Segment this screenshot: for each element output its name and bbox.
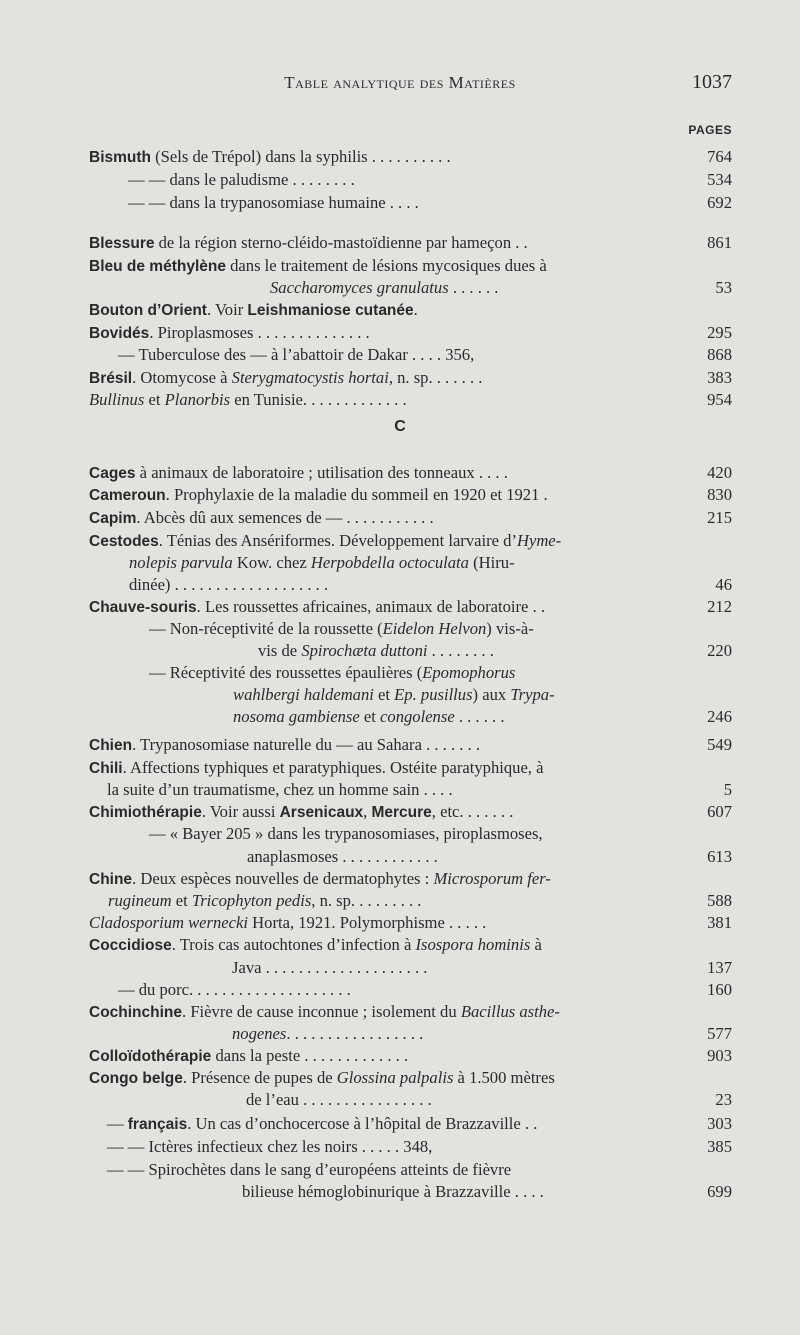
index-page-ref: 861 (707, 233, 732, 252)
index-line-text (107, 1136, 432, 1158)
index-page-ref: 577 (707, 1024, 732, 1043)
index-italic-term: Spirochæta duttoni (301, 641, 428, 660)
index-text: bilieuse hémoglobinurique à Brazzaville . . . . (242, 1182, 544, 1201)
index-line (0, 640, 800, 662)
index-text: . Prophylaxie de la maladie du sommeil en 1920 et 1921 . (165, 485, 548, 504)
index-keyword: Cages (89, 465, 136, 482)
index-line-text (118, 979, 351, 1001)
index-text: et (171, 891, 192, 910)
index-italic-term: Saccharomyces granulatus (270, 278, 449, 297)
index-page-ref: 868 (707, 345, 732, 364)
index-line-text (89, 1045, 408, 1068)
index-text: de l’eau . . . . . . . . . . . . . . . . (246, 1090, 432, 1109)
index-line (0, 192, 800, 214)
index-line (0, 367, 800, 389)
index-line-text (118, 344, 474, 366)
index-line (0, 596, 800, 618)
index-line-text (89, 530, 561, 553)
index-line (0, 277, 800, 299)
index-line-text (89, 868, 551, 891)
index-line (0, 169, 800, 191)
index-italic-term: congolense (380, 707, 455, 726)
index-italic-term: Bullinus (89, 390, 145, 409)
running-header (0, 73, 800, 101)
section-letter: C (394, 418, 406, 435)
index-page-ref: 381 (707, 913, 732, 932)
index-page-ref: 23 (715, 1090, 732, 1109)
index-line (0, 979, 800, 1001)
index-line-text (89, 389, 407, 411)
index-italic-term: wahlbergi haldemani (233, 685, 374, 704)
index-line (0, 779, 800, 801)
index-text: dans le traitement de lésions mycosiques dues à (225, 256, 547, 275)
index-text: . Les roussettes africaines, animaux de laboratoire . . (196, 597, 546, 616)
index-page-ref: 903 (707, 1046, 732, 1065)
index-text: — Non-réceptivité de la roussette ( (149, 619, 383, 638)
index-italic-term: rugineum (108, 891, 172, 910)
index-text: . Abcès dû aux semences de — . . . . . . . . . . . (136, 508, 434, 527)
index-page-ref: 420 (707, 463, 732, 482)
index-text: et (359, 707, 381, 726)
index-text: et (373, 685, 395, 704)
index-italic-term: Epomophorus (422, 663, 516, 682)
index-keyword: Chili (89, 760, 123, 777)
index-line (0, 662, 800, 684)
index-text: dinée) . . . . . . . . . . . . . . . . . . . (129, 575, 329, 594)
index-text: . . . . . . . . . . . . . . . . . (286, 1024, 424, 1043)
index-italic-term: Trypa- (510, 685, 555, 704)
index-line-text (107, 1113, 537, 1136)
index-text: de la région sterno-cléido-mastoïdienne par hameçon . . (154, 233, 528, 252)
index-keyword: Bovidés (89, 325, 150, 342)
index-keyword: Bleu de méthylène (89, 258, 226, 275)
index-text: , n. sp. . . . . . . (388, 368, 483, 387)
index-text: — (107, 1114, 128, 1133)
page-number: 1037 (692, 71, 732, 93)
index-italic-term: Herpobdella octoculata (310, 553, 469, 572)
index-line-text (233, 706, 504, 728)
index-line (0, 389, 800, 411)
index-page-ref: 385 (707, 1137, 732, 1156)
index-text: . . . . . . (448, 278, 499, 297)
index-line (0, 344, 800, 366)
index-line (0, 1181, 800, 1203)
index-line (0, 684, 800, 706)
index-keyword: Cestodes (89, 533, 159, 550)
index-text: ) vis-à- (486, 619, 534, 638)
index-text: , etc. . . . . . . (431, 802, 514, 821)
index-line (0, 1023, 800, 1045)
index-text: . Affections typhiques et paratyphiques. Ostéite paratyphique, à (122, 758, 544, 777)
index-page-ref: 246 (707, 707, 732, 726)
index-line (0, 1136, 800, 1158)
index-page-ref: 383 (707, 368, 732, 387)
index-page-ref: 5 (723, 780, 732, 799)
index-text: — du porc. . . . . . . . . . . . . . . . . . . . (118, 980, 351, 999)
index-line (0, 801, 800, 823)
index-text: . Présence de pupes de (182, 1068, 337, 1087)
index-line (0, 706, 800, 728)
index-text: et (144, 390, 165, 409)
index-italic-term: Ep. pusillus (394, 685, 473, 704)
index-line-text (128, 192, 419, 214)
index-page-ref: 607 (707, 802, 732, 821)
index-line-text (107, 779, 453, 801)
index-page-ref: 692 (707, 193, 732, 212)
index-text: (Hiru- (468, 553, 515, 572)
index-text: Horta, 1921. Polymorphisme . . . . . (248, 913, 487, 932)
index-page-ref: 303 (707, 1114, 732, 1133)
index-text: — — Spirochètes dans le sang d’européens atteints de fièvre (107, 1160, 512, 1179)
index-text: . . . . . . . . (427, 641, 494, 660)
index-page-ref: 588 (707, 891, 732, 910)
index-line-text (89, 801, 513, 824)
index-line-text (89, 255, 547, 278)
index-italic-term: nolepis parvula (129, 553, 233, 572)
index-line-text (89, 484, 548, 507)
index-keyword: français (127, 1116, 188, 1133)
index-page-ref: 549 (707, 735, 732, 754)
index-line (0, 868, 800, 890)
index-line (0, 484, 800, 506)
index-keyword: Capim (89, 510, 137, 527)
index-italic-term: Eidelon Helvon (382, 619, 487, 638)
index-keyword: Mercure (371, 804, 432, 821)
index-line (0, 957, 800, 979)
index-line (0, 846, 800, 868)
index-text: anaplasmoses . . . . . . . . . . . . (247, 847, 438, 866)
index-text: . Ténias des Ansériformes. Développement larvaire d’ (158, 531, 517, 550)
index-line (0, 890, 800, 912)
index-text: — — dans la trypanosomiase humaine . . . . (128, 193, 419, 212)
index-page-ref: 53 (715, 278, 732, 297)
index-italic-term: Sterygmatocystis hortai (231, 368, 389, 387)
index-text: — — Ictères infectieux chez les noirs . . . . . 348, (107, 1137, 433, 1156)
index-line (0, 734, 800, 756)
index-line-text (129, 552, 515, 574)
index-page-ref: 212 (707, 597, 732, 616)
running-title: Table analytique des Matières (284, 73, 516, 92)
index-text: . Voir aussi (201, 802, 280, 821)
index-keyword: Chimiothérapie (89, 804, 202, 821)
index-text: — Réceptivité des roussettes épaulières ( (149, 663, 423, 682)
index-page-ref: 699 (707, 1182, 732, 1201)
index-line (0, 1159, 800, 1181)
index-text: . Fièvre de cause inconnue ; isolement du (182, 1002, 461, 1021)
index-line-text (89, 367, 482, 390)
index-line-text (149, 823, 543, 845)
index-line-text (233, 684, 555, 706)
index-line-text (89, 757, 543, 780)
index-text: ) aux (472, 685, 511, 704)
index-keyword: Congo belge (89, 1070, 183, 1087)
index-text: en Tunisie. . . . . . . . . . . . . (230, 390, 407, 409)
index-italic-term: Microsporum fer- (433, 869, 551, 888)
index-text: . Piroplasmoses . . . . . . . . . . . . . . (149, 323, 370, 342)
index-text: vis de (258, 641, 302, 660)
index-text: . Deux espèces nouvelles de dermatophytes : (132, 869, 434, 888)
index-line (0, 1045, 800, 1067)
index-italic-term: Isospora hominis (415, 935, 531, 954)
index-text: dans la peste . . . . . . . . . . . . . (211, 1046, 409, 1065)
index-line-text (232, 1023, 423, 1045)
index-line-text (89, 232, 528, 255)
index-page-ref: 954 (707, 390, 732, 409)
index-text: . . . . . . (454, 707, 505, 726)
index-text: . Trois cas autochtones d’infection à (171, 935, 416, 954)
index-line-text (89, 146, 451, 169)
index-text: à 1.500 mètres (453, 1068, 555, 1087)
index-line-text (232, 957, 427, 979)
index-keyword: Cochinchine (89, 1004, 183, 1021)
index-line-text (89, 462, 508, 485)
index-line (0, 1089, 800, 1111)
index-keyword: Chauve-souris (89, 599, 197, 616)
index-keyword: Colloïdothérapie (89, 1048, 212, 1065)
index-page-ref: 613 (707, 847, 732, 866)
index-text: . Voir (206, 300, 248, 319)
index-line-text (149, 662, 515, 684)
index-page-ref: 215 (707, 508, 732, 527)
index-keyword: Leishmaniose cutanée (247, 302, 414, 319)
index-line-text (108, 890, 421, 912)
index-line-text (247, 846, 438, 868)
index-line-text (89, 299, 418, 322)
index-line (0, 574, 800, 596)
index-line-text (89, 507, 434, 530)
index-keyword: Blessure (89, 235, 155, 252)
index-line (0, 912, 800, 934)
index-page-ref: 160 (707, 980, 732, 999)
index-keyword: Coccidiose (89, 937, 172, 954)
index-line (0, 462, 800, 484)
index-text: à (530, 935, 542, 954)
index-page-ref: 764 (707, 147, 732, 166)
index-text: — « Bayer 205 » dans les trypanosomiases, piroplasmoses, (149, 824, 543, 843)
index-line-text (89, 1067, 555, 1090)
index-page-ref: 295 (707, 323, 732, 342)
index-line-text (107, 1159, 511, 1181)
index-italic-term: nosoma gambiense (233, 707, 360, 726)
index-italic-term: Planorbis (164, 390, 231, 409)
index-text: , n. sp. . . . . . . . . (311, 891, 422, 910)
index-line-text (128, 169, 355, 191)
index-line-text (149, 618, 534, 640)
index-line-text (258, 640, 494, 662)
index-keyword: Arsenicaux (279, 804, 364, 821)
index-line (0, 1113, 800, 1135)
index-line (0, 757, 800, 779)
index-italic-term: Cladosporium wernecki (89, 913, 249, 932)
index-page-ref: 534 (707, 170, 732, 189)
index-line-text (89, 1001, 560, 1024)
index-page-ref: 137 (707, 958, 732, 977)
index-keyword: Brésil (89, 370, 133, 387)
index-keyword: Bismuth (89, 149, 151, 166)
index-line (0, 618, 800, 640)
index-line (0, 934, 800, 956)
index-text: Java . . . . . . . . . . . . . . . . . . . . (232, 958, 428, 977)
index-keyword: Chine (89, 871, 133, 888)
index-text: , (363, 802, 372, 821)
index-text: à animaux de laboratoire ; utilisation des tonneaux . . . . (135, 463, 508, 482)
pages-column-label: PAGES (688, 123, 732, 137)
index-keyword: Bouton d’Orient (89, 302, 207, 319)
index-text: — Tuberculose des — à l’abattoir de Dakar . . . . 356, (118, 345, 475, 364)
index-page-ref: 830 (707, 485, 732, 504)
index-line (0, 322, 800, 344)
index-line-text (270, 277, 498, 299)
index-italic-term: nogenes (232, 1024, 287, 1043)
index-text: . Un cas d’onchocercose à l’hôpital de Brazzaville . . (187, 1114, 538, 1133)
index-text: Kow. chez (232, 553, 311, 572)
index-line (0, 552, 800, 574)
index-italic-term: Tricophyton pedis (191, 891, 312, 910)
index-keyword: Cameroun (89, 487, 166, 504)
index-line (0, 299, 800, 321)
index-page-ref: 220 (707, 641, 732, 660)
index-line (0, 530, 800, 552)
index-text: . Trypanosomiase naturelle du — au Sahara . . . . . . . (132, 735, 481, 754)
index-text: . (413, 300, 418, 319)
index-line-text (89, 912, 486, 934)
index-line-text (89, 734, 480, 757)
index-text: — — dans le paludisme . . . . . . . . (128, 170, 355, 189)
index-line-text (89, 596, 545, 619)
index-line-text (129, 574, 328, 596)
index-line (0, 507, 800, 529)
index-line (0, 1067, 800, 1089)
index-keyword: Chien (89, 737, 133, 754)
index-line-text (89, 322, 370, 345)
index-text: la suite d’un traumatisme, chez un homme sain . . . . (107, 780, 453, 799)
index-italic-term: Hyme- (516, 531, 562, 550)
index-line-text (242, 1181, 544, 1203)
index-page-ref: 46 (715, 575, 732, 594)
index-line (0, 146, 800, 168)
index-line (0, 232, 800, 254)
index-line-text (89, 934, 542, 957)
index-line-text (246, 1089, 432, 1111)
index-line (0, 255, 800, 277)
index-text: . Otomycose à (132, 368, 232, 387)
index-line (0, 1001, 800, 1023)
index-line (0, 823, 800, 845)
index-italic-term: Glossina palpalis (336, 1068, 454, 1087)
index-text: (Sels de Trépol) dans la syphilis . . . . . . . . . . (151, 147, 451, 166)
index-italic-term: Bacillus asthe- (460, 1002, 560, 1021)
